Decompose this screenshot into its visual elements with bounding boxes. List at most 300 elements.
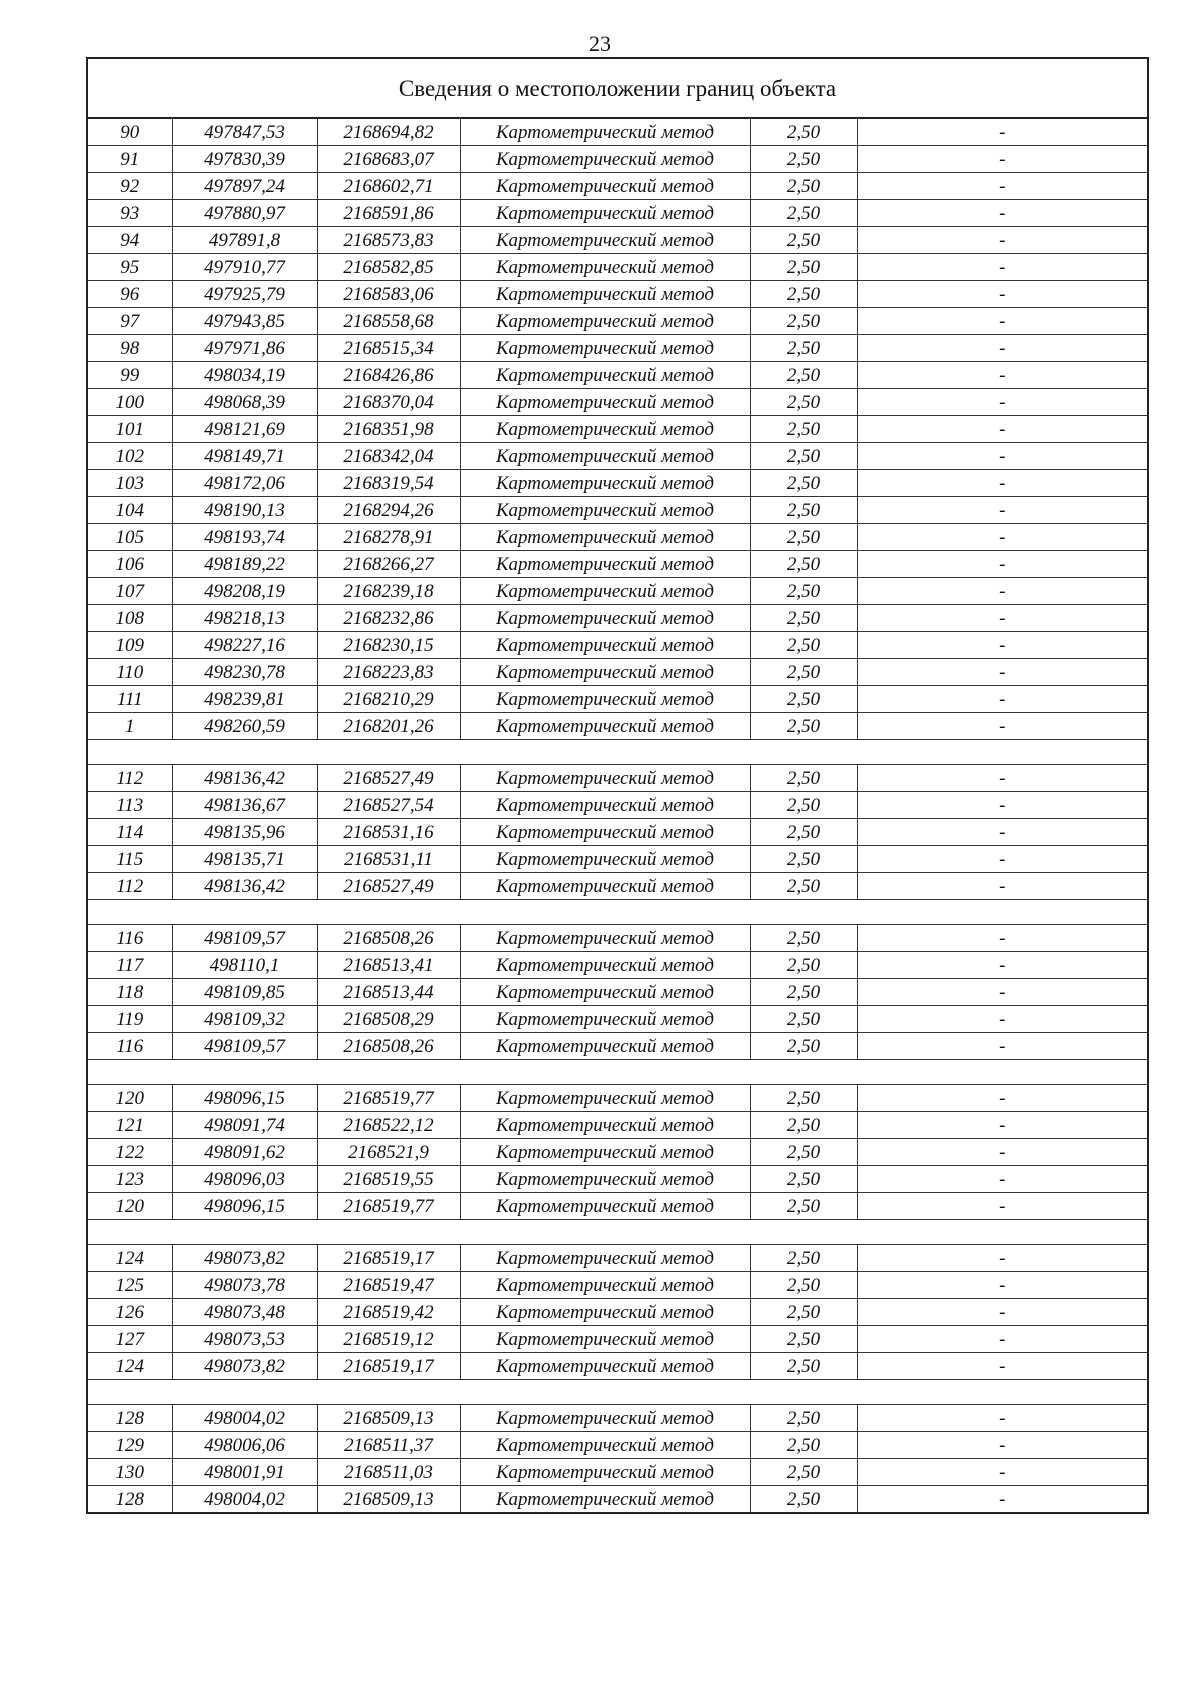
x-coordinate-cell: 498136,42 [172,873,317,900]
x-coordinate-cell: 498109,85 [172,979,317,1006]
method-cell: Картометрический метод [460,1326,750,1353]
x-coordinate-cell: 498260,59 [172,713,317,740]
accuracy-cell: 2,50 [750,470,857,497]
method-cell: Картометрический метод [460,146,750,173]
point-number-cell: 95 [88,254,172,281]
point-number-cell: 1 [88,713,172,740]
method-cell: Картометрический метод [460,1353,750,1380]
method-cell: Картометрический метод [460,1459,750,1486]
method-cell: Картометрический метод [460,1272,750,1299]
contour-separator-row [88,1060,1147,1085]
description-cell: - [857,1166,1147,1193]
point-number-cell: 112 [88,873,172,900]
y-coordinate-cell: 2168223,83 [317,659,460,686]
y-coordinate-cell: 2168602,71 [317,173,460,200]
point-number-cell: 124 [88,1245,172,1272]
accuracy-cell: 2,50 [750,200,857,227]
table-row [88,497,1147,524]
accuracy-cell: 2,50 [750,1139,857,1166]
point-number-cell: 91 [88,146,172,173]
y-coordinate-cell: 2168508,29 [317,1006,460,1033]
method-cell: Картометрический метод [460,470,750,497]
method-cell: Картометрический метод [460,1112,750,1139]
point-number-cell: 111 [88,686,172,713]
y-coordinate-cell: 2168511,37 [317,1432,460,1459]
method-cell: Картометрический метод [460,578,750,605]
accuracy-cell: 2,50 [750,551,857,578]
x-coordinate-cell: 497925,79 [172,281,317,308]
table-row [88,1299,1147,1326]
table-row [88,1139,1147,1166]
accuracy-cell: 2,50 [750,765,857,792]
accuracy-cell: 2,50 [750,1326,857,1353]
accuracy-cell: 2,50 [750,925,857,952]
accuracy-cell: 2,50 [750,173,857,200]
x-coordinate-cell: 498190,13 [172,497,317,524]
table-row [88,1486,1147,1513]
accuracy-cell: 2,50 [750,713,857,740]
accuracy-cell: 2,50 [750,335,857,362]
x-coordinate-cell: 497943,85 [172,308,317,335]
point-number-cell: 130 [88,1459,172,1486]
method-cell: Картометрический метод [460,362,750,389]
description-cell: - [857,1193,1147,1220]
method-cell: Картометрический метод [460,389,750,416]
point-number-cell: 114 [88,819,172,846]
accuracy-cell: 2,50 [750,979,857,1006]
x-coordinate-cell: 498091,74 [172,1112,317,1139]
y-coordinate-cell: 2168694,82 [317,119,460,146]
x-coordinate-cell: 498110,1 [172,952,317,979]
method-cell: Картометрический метод [460,605,750,632]
table-row [88,1166,1147,1193]
contour-separator-row [88,1220,1147,1245]
x-coordinate-cell: 498172,06 [172,470,317,497]
point-number-cell: 116 [88,1033,172,1060]
accuracy-cell: 2,50 [750,1432,857,1459]
y-coordinate-cell: 2168519,42 [317,1299,460,1326]
x-coordinate-cell: 498121,69 [172,416,317,443]
description-cell: - [857,846,1147,873]
table-row [88,713,1147,740]
method-cell: Картометрический метод [460,173,750,200]
description-cell: - [857,792,1147,819]
table-row [88,470,1147,497]
point-number-cell: 92 [88,173,172,200]
table-row [88,1245,1147,1272]
x-coordinate-cell: 498073,78 [172,1272,317,1299]
y-coordinate-cell: 2168266,27 [317,551,460,578]
x-coordinate-cell: 498096,15 [172,1193,317,1220]
y-coordinate-cell: 2168583,06 [317,281,460,308]
point-number-cell: 126 [88,1299,172,1326]
x-coordinate-cell: 498073,53 [172,1326,317,1353]
point-number-cell: 120 [88,1193,172,1220]
accuracy-cell: 2,50 [750,1405,857,1432]
x-coordinate-cell: 498135,96 [172,819,317,846]
y-coordinate-cell: 2168342,04 [317,443,460,470]
y-coordinate-cell: 2168519,17 [317,1353,460,1380]
description-cell: - [857,632,1147,659]
x-coordinate-cell: 498227,16 [172,632,317,659]
accuracy-cell: 2,50 [750,146,857,173]
y-coordinate-cell: 2168513,41 [317,952,460,979]
separator-cell [88,740,1147,765]
accuracy-cell: 2,50 [750,1033,857,1060]
description-cell: - [857,1085,1147,1112]
accuracy-cell: 2,50 [750,819,857,846]
accuracy-cell: 2,50 [750,632,857,659]
description-cell: - [857,524,1147,551]
separator-cell [88,900,1147,925]
x-coordinate-cell: 498193,74 [172,524,317,551]
description-cell: - [857,819,1147,846]
method-cell: Картометрический метод [460,200,750,227]
y-coordinate-cell: 2168522,12 [317,1112,460,1139]
x-coordinate-cell: 498208,19 [172,578,317,605]
x-coordinate-cell: 498239,81 [172,686,317,713]
point-number-cell: 98 [88,335,172,362]
method-cell: Картометрический метод [460,952,750,979]
table-row [88,632,1147,659]
description-cell: - [857,1459,1147,1486]
description-cell: - [857,765,1147,792]
table-row [88,254,1147,281]
table-row [88,119,1147,146]
point-number-cell: 105 [88,524,172,551]
x-coordinate-cell: 498073,82 [172,1353,317,1380]
method-cell: Картометрический метод [460,1033,750,1060]
description-cell: - [857,551,1147,578]
description-cell: - [857,227,1147,254]
accuracy-cell: 2,50 [750,1272,857,1299]
description-cell: - [857,200,1147,227]
description-cell: - [857,254,1147,281]
point-number-cell: 120 [88,1085,172,1112]
point-number-cell: 127 [88,1326,172,1353]
method-cell: Картометрический метод [460,686,750,713]
y-coordinate-cell: 2168351,98 [317,416,460,443]
x-coordinate-cell: 497897,24 [172,173,317,200]
separator-cell [88,1060,1147,1085]
description-cell: - [857,952,1147,979]
description-cell: - [857,119,1147,146]
y-coordinate-cell: 2168294,26 [317,497,460,524]
description-cell: - [857,1405,1147,1432]
table-row [88,659,1147,686]
accuracy-cell: 2,50 [750,1166,857,1193]
y-coordinate-cell: 2168232,86 [317,605,460,632]
table-row [88,1405,1147,1432]
accuracy-cell: 2,50 [750,362,857,389]
point-number-cell: 97 [88,308,172,335]
description-cell: - [857,173,1147,200]
point-number-cell: 110 [88,659,172,686]
y-coordinate-cell: 2168230,15 [317,632,460,659]
point-number-cell: 123 [88,1166,172,1193]
method-cell: Картометрический метод [460,119,750,146]
point-number-cell: 119 [88,1006,172,1033]
accuracy-cell: 2,50 [750,497,857,524]
y-coordinate-cell: 2168519,12 [317,1326,460,1353]
description-cell: - [857,925,1147,952]
method-cell: Картометрический метод [460,765,750,792]
table-row [88,873,1147,900]
description-cell: - [857,578,1147,605]
description-cell: - [857,470,1147,497]
description-cell: - [857,1112,1147,1139]
point-number-cell: 124 [88,1353,172,1380]
x-coordinate-cell: 498109,57 [172,1033,317,1060]
table-row [88,605,1147,632]
point-number-cell: 102 [88,443,172,470]
method-cell: Картометрический метод [460,925,750,952]
x-coordinate-cell: 497910,77 [172,254,317,281]
method-cell: Картометрический метод [460,1245,750,1272]
x-coordinate-cell: 497847,53 [172,119,317,146]
table-row [88,308,1147,335]
table-row [88,335,1147,362]
description-cell: - [857,1432,1147,1459]
method-cell: Картометрический метод [460,416,750,443]
x-coordinate-cell: 498149,71 [172,443,317,470]
method-cell: Картометрический метод [460,1006,750,1033]
x-coordinate-cell: 498136,42 [172,765,317,792]
point-number-cell: 112 [88,765,172,792]
point-number-cell: 116 [88,925,172,952]
y-coordinate-cell: 2168508,26 [317,1033,460,1060]
table-row [88,281,1147,308]
description-cell: - [857,1486,1147,1513]
method-cell: Картометрический метод [460,227,750,254]
table-row [88,686,1147,713]
y-coordinate-cell: 2168519,77 [317,1193,460,1220]
point-number-cell: 106 [88,551,172,578]
table-row [88,416,1147,443]
accuracy-cell: 2,50 [750,254,857,281]
x-coordinate-cell: 498034,19 [172,362,317,389]
method-cell: Картометрический метод [460,1166,750,1193]
accuracy-cell: 2,50 [750,1299,857,1326]
y-coordinate-cell: 2168527,54 [317,792,460,819]
table-row [88,551,1147,578]
method-cell: Картометрический метод [460,1405,750,1432]
description-cell: - [857,1299,1147,1326]
table-body [88,119,1147,1512]
x-coordinate-cell: 497830,39 [172,146,317,173]
method-cell: Картометрический метод [460,979,750,1006]
method-cell: Картометрический метод [460,524,750,551]
coordinates-grid [88,119,1147,1512]
description-cell: - [857,362,1147,389]
method-cell: Картометрический метод [460,281,750,308]
x-coordinate-cell: 498073,48 [172,1299,317,1326]
description-cell: - [857,1139,1147,1166]
description-cell: - [857,1353,1147,1380]
table-row [88,979,1147,1006]
table-row [88,1459,1147,1486]
y-coordinate-cell: 2168527,49 [317,873,460,900]
description-cell: - [857,389,1147,416]
y-coordinate-cell: 2168319,54 [317,470,460,497]
y-coordinate-cell: 2168511,03 [317,1459,460,1486]
method-cell: Картометрический метод [460,1085,750,1112]
table-row [88,1193,1147,1220]
y-coordinate-cell: 2168239,18 [317,578,460,605]
point-number-cell: 100 [88,389,172,416]
x-coordinate-cell: 497971,86 [172,335,317,362]
x-coordinate-cell: 498218,13 [172,605,317,632]
y-coordinate-cell: 2168527,49 [317,765,460,792]
x-coordinate-cell: 498096,15 [172,1085,317,1112]
table-row [88,952,1147,979]
description-cell: - [857,686,1147,713]
table-row [88,1272,1147,1299]
method-cell: Картометрический метод [460,497,750,524]
accuracy-cell: 2,50 [750,1459,857,1486]
x-coordinate-cell: 498136,67 [172,792,317,819]
table-row [88,1353,1147,1380]
table-row [88,846,1147,873]
y-coordinate-cell: 2168513,44 [317,979,460,1006]
x-coordinate-cell: 498006,06 [172,1432,317,1459]
description-cell: - [857,1245,1147,1272]
contour-separator-row [88,740,1147,765]
method-cell: Картометрический метод [460,1299,750,1326]
table-row [88,1432,1147,1459]
table-row [88,765,1147,792]
x-coordinate-cell: 498004,02 [172,1486,317,1513]
y-coordinate-cell: 2168210,29 [317,686,460,713]
y-coordinate-cell: 2168531,16 [317,819,460,846]
table-title: Сведения о местоположении границ объекта [88,59,1147,119]
table-row [88,146,1147,173]
x-coordinate-cell: 498189,22 [172,551,317,578]
y-coordinate-cell: 2168591,86 [317,200,460,227]
point-number-cell: 115 [88,846,172,873]
point-number-cell: 117 [88,952,172,979]
x-coordinate-cell: 497880,97 [172,200,317,227]
description-cell: - [857,443,1147,470]
accuracy-cell: 2,50 [750,443,857,470]
point-number-cell: 96 [88,281,172,308]
description-cell: - [857,713,1147,740]
accuracy-cell: 2,50 [750,1486,857,1513]
contour-separator-row [88,900,1147,925]
x-coordinate-cell: 498096,03 [172,1166,317,1193]
point-number-cell: 128 [88,1405,172,1432]
y-coordinate-cell: 2168509,13 [317,1405,460,1432]
method-cell: Картометрический метод [460,1193,750,1220]
accuracy-cell: 2,50 [750,1245,857,1272]
description-cell: - [857,1326,1147,1353]
y-coordinate-cell: 2168201,26 [317,713,460,740]
table-row [88,819,1147,846]
accuracy-cell: 2,50 [750,308,857,335]
y-coordinate-cell: 2168683,07 [317,146,460,173]
description-cell: - [857,979,1147,1006]
method-cell: Картометрический метод [460,846,750,873]
y-coordinate-cell: 2168573,83 [317,227,460,254]
point-number-cell: 121 [88,1112,172,1139]
accuracy-cell: 2,50 [750,686,857,713]
point-number-cell: 107 [88,578,172,605]
y-coordinate-cell: 2168519,17 [317,1245,460,1272]
y-coordinate-cell: 2168426,86 [317,362,460,389]
x-coordinate-cell: 498109,32 [172,1006,317,1033]
point-number-cell: 118 [88,979,172,1006]
accuracy-cell: 2,50 [750,416,857,443]
accuracy-cell: 2,50 [750,952,857,979]
separator-cell [88,1380,1147,1405]
accuracy-cell: 2,50 [750,605,857,632]
description-cell: - [857,281,1147,308]
table-row [88,389,1147,416]
x-coordinate-cell: 498004,02 [172,1405,317,1432]
y-coordinate-cell: 2168508,26 [317,925,460,952]
description-cell: - [857,308,1147,335]
method-cell: Картометрический метод [460,632,750,659]
y-coordinate-cell: 2168519,47 [317,1272,460,1299]
method-cell: Картометрический метод [460,1486,750,1513]
description-cell: - [857,659,1147,686]
y-coordinate-cell: 2168558,68 [317,308,460,335]
method-cell: Картометрический метод [460,254,750,281]
table-row [88,792,1147,819]
y-coordinate-cell: 2168521,9 [317,1139,460,1166]
x-coordinate-cell: 498073,82 [172,1245,317,1272]
point-number-cell: 108 [88,605,172,632]
table-row [88,443,1147,470]
description-cell: - [857,605,1147,632]
point-number-cell: 90 [88,119,172,146]
description-cell: - [857,1006,1147,1033]
method-cell: Картометрический метод [460,1432,750,1459]
method-cell: Картометрический метод [460,308,750,335]
separator-cell [88,1220,1147,1245]
description-cell: - [857,335,1147,362]
description-cell: - [857,497,1147,524]
point-number-cell: 129 [88,1432,172,1459]
accuracy-cell: 2,50 [750,1112,857,1139]
point-number-cell: 122 [88,1139,172,1166]
table-row [88,1112,1147,1139]
method-cell: Картометрический метод [460,1139,750,1166]
description-cell: - [857,873,1147,900]
point-number-cell: 113 [88,792,172,819]
contour-separator-row [88,1380,1147,1405]
accuracy-cell: 2,50 [750,578,857,605]
y-coordinate-cell: 2168519,55 [317,1166,460,1193]
y-coordinate-cell: 2168582,85 [317,254,460,281]
table-row [88,1326,1147,1353]
boundary-coordinates-table [86,57,1149,1514]
accuracy-cell: 2,50 [750,389,857,416]
point-number-cell: 104 [88,497,172,524]
description-cell: - [857,146,1147,173]
y-coordinate-cell: 2168519,77 [317,1085,460,1112]
point-number-cell: 101 [88,416,172,443]
x-coordinate-cell: 498109,57 [172,925,317,952]
accuracy-cell: 2,50 [750,1006,857,1033]
accuracy-cell: 2,50 [750,1353,857,1380]
description-cell: - [857,1272,1147,1299]
point-number-cell: 94 [88,227,172,254]
table-row [88,1033,1147,1060]
table-row [88,524,1147,551]
method-cell: Картометрический метод [460,713,750,740]
accuracy-cell: 2,50 [750,524,857,551]
